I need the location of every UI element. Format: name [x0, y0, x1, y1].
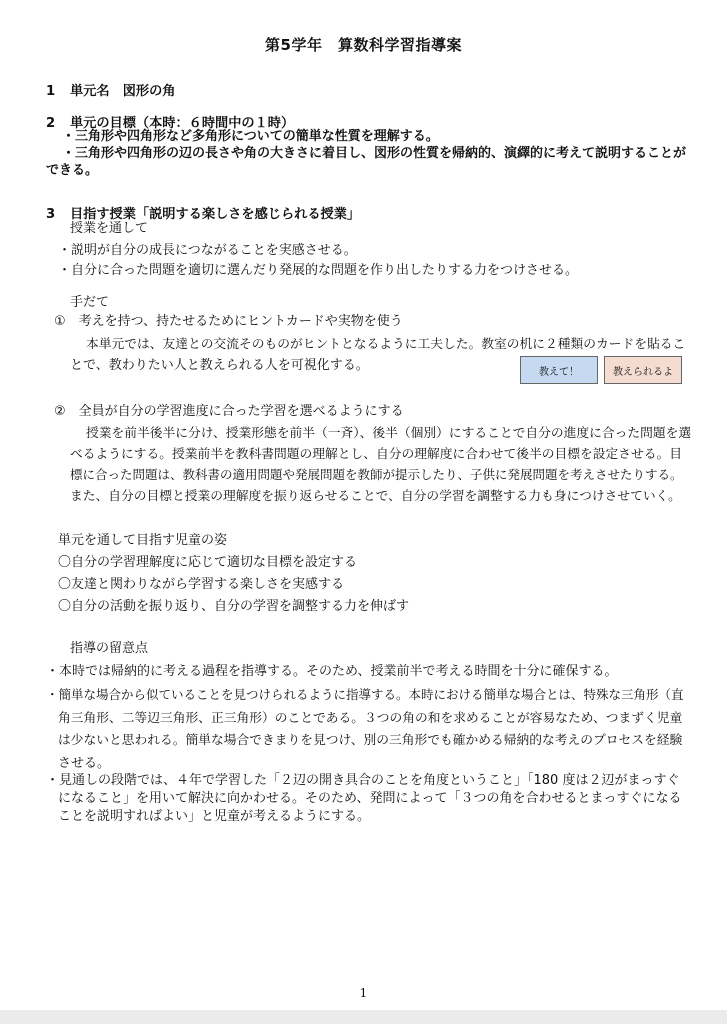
section-3-bullet: ・自分に合った問題を適切に選んだり発展的な問題を作り出したりする力をつけさせる。 — [58, 263, 579, 278]
note-line: ・簡単な場合から似ていることを見つけられるように指導する。本時における簡単な場合とは、特殊な三角形（直 — [46, 687, 684, 702]
section-2-text: 単元の目標（本時：６時間中の１時） — [70, 116, 295, 131]
section-2-item: できる。 — [46, 163, 99, 178]
section-3-text: 目指す授業「説明する楽しさを感じられる授業」 — [70, 207, 361, 222]
methods-heading: 手だて — [70, 295, 110, 310]
page-title: 第5学年 算数科学習指導案 — [265, 36, 462, 54]
help-me-card: 教えて！ — [520, 356, 598, 384]
section-1-text: 単元名 図形の角 — [70, 84, 176, 99]
method-1-line: 本単元では、友達との交流そのものがヒントとなるように工夫した。教室の机に２種類のカードを貼るこ — [86, 337, 686, 352]
note-line: になること」を用いて解決に向かわせる。そのため、発問によって「３つの角を合わせるとまっすぐになる — [58, 791, 682, 806]
method-2-line: べるようにする。授業前半を教科書問題の理解とし、自分の理解度に合わせて後半の目標を設定させる。目 — [70, 447, 682, 462]
method-2-title: ② 全員が自分の学習進度に合った学習を選べるようにする — [54, 404, 404, 419]
note-line: ・本時では帰納的に考える過程を指導する。そのため、授業前半で考える時間を十分に確保する。 — [46, 664, 618, 679]
section-1-heading — [46, 80, 176, 99]
note-line: ・見通しの段階では、４年で学習した「２辺の開き具合のことを角度ということ」「180 度は２辺がまっすぐ — [46, 773, 680, 788]
section-2-number: 2 — [46, 116, 56, 131]
note-line: させる。 — [58, 756, 111, 771]
method-2-line: 標に合った問題は、教科書の適用問題や発展問題を教師が提示したり、子供に発展問題を考えさせたりする。 — [70, 467, 683, 482]
goal-item: 〇友達と関わりながら学習する楽しさを実感する — [58, 577, 345, 592]
section-1-number: 1 — [46, 84, 56, 99]
method-2-line: また、自分の目標と授業の理解度を振り返らせることで、自分の学習を調整する力も身につけさせていく。 — [70, 489, 681, 504]
page-bottom-edge — [0, 1010, 727, 1024]
goal-item: 〇自分の学習理解度に応じて適切な目標を設定する — [58, 555, 358, 570]
section-2-item: ・三角形や四角形の辺の長さや角の大きさに着目し、図形の性質を帰納的、演繹的に考えて説明することが — [62, 146, 687, 161]
method-1-line: とで、教わりたい人と教えられる人を可視化する。 — [70, 358, 369, 373]
section-2-item: ・三角形や四角形など多角形についての簡単な性質を理解する。 — [62, 129, 439, 144]
page-number: 1 — [359, 986, 368, 1000]
goals-heading: 単元を通して目指す児童の姿 — [58, 533, 228, 548]
can-teach-card: 教えられるよ — [604, 356, 682, 384]
note-line: ことを説明すればよい」と児童が考えるようにする。 — [58, 809, 371, 824]
method-1-title: ① 考えを持つ、持たせるためにヒントカードや実物を使う — [54, 314, 403, 329]
method-2-line: 授業を前半後半に分け、授業形態を前半（一斉）、後半（個別）にすることで自分の進度に合った問題を選 — [86, 426, 692, 441]
section-3-number: 3 — [46, 207, 56, 222]
section-3-sub: 授業を通して — [70, 221, 149, 236]
goal-item: 〇自分の活動を振り返り、自分の学習を調整する力を伸ばす — [58, 599, 410, 614]
note-line: 角三角形、二等辺三角形、正三角形）のことである。３つの角の和を求めることが容易なため、つまずく児童 — [58, 711, 683, 726]
notes-heading: 指導の留意点 — [70, 641, 149, 656]
note-line: は少ないと思われる。簡単な場合できまりを見つけ、別の三角形でも確かめる帰納的な考えのプロセスを経験 — [58, 733, 683, 748]
section-3-bullet: ・説明が自分の成長につながることを実感させる。 — [58, 243, 357, 258]
